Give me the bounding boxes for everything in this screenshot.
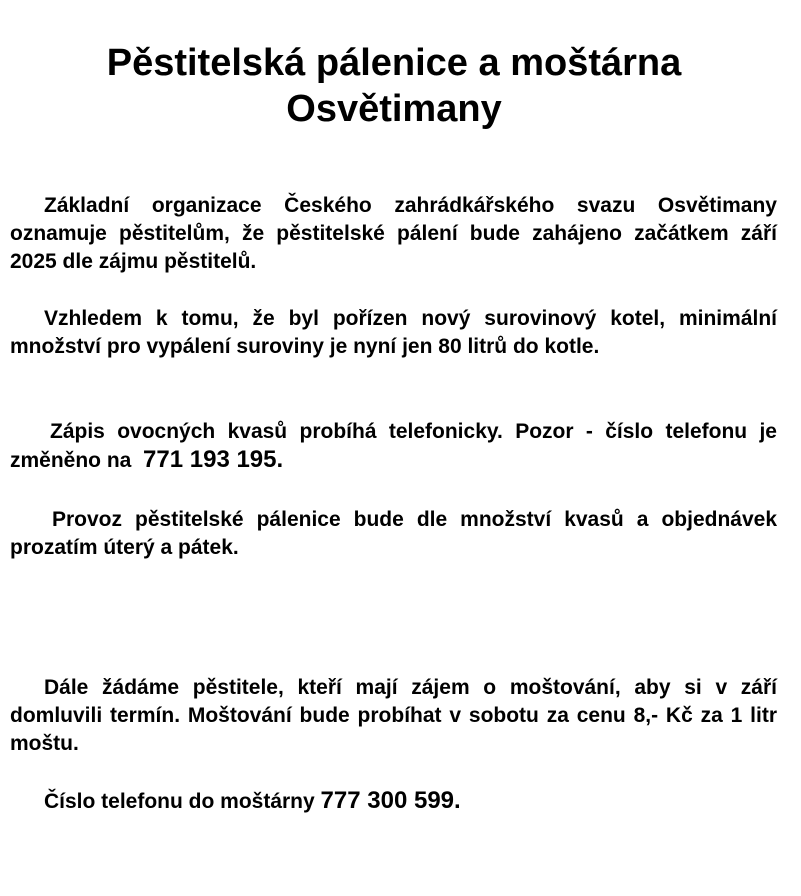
announcement-paragraph-schedule: Provoz pěstitelské pálenice bude dle množství kvasů a objednávek prozatím úterý a pátek. xyxy=(10,508,777,559)
announcement-paragraph-kettle: Vzhledem k tomu, že byl pořízen nový surovinový kotel, minimální množství pro vypálení suroviny je nyní jen 80 litrů do kotle. xyxy=(10,307,777,358)
title-line-1: Pěstitelská pálenice a moštárna xyxy=(106,42,682,84)
announcement-paragraph-juicing-phone xyxy=(10,787,777,816)
page-title xyxy=(0,40,788,132)
announcement-paragraph-juicing: Dále žádáme pěstitele, kteří mají zájem o moštování, aby si v září domluvili termín. Moštování bude probíhat v sobotu za cenu 8,- Kč za 1 litr moštu. xyxy=(10,676,777,755)
registration-text: Zápis ovocných kvasů probíhá telefonicky. Pozor - číslo telefonu je změněno na xyxy=(10,420,777,472)
juicing-phone-text: Číslo telefonu do moštárny xyxy=(44,790,315,813)
announcement-paragraph-registration xyxy=(10,418,777,475)
juicing-phone-number: 777 300 599. xyxy=(320,787,461,814)
registration-phone-number: 771 193 195. xyxy=(143,446,284,473)
announcement-paragraph-start: Základní organizace Českého zahrádkářského svazu Osvětimany oznamuje pěstitelům, že pěstitelské pálení bude zahájeno začátkem září 2025 dle zájmu pěstitelů. xyxy=(10,194,777,273)
title-line-2: Osvětimany xyxy=(286,88,502,130)
